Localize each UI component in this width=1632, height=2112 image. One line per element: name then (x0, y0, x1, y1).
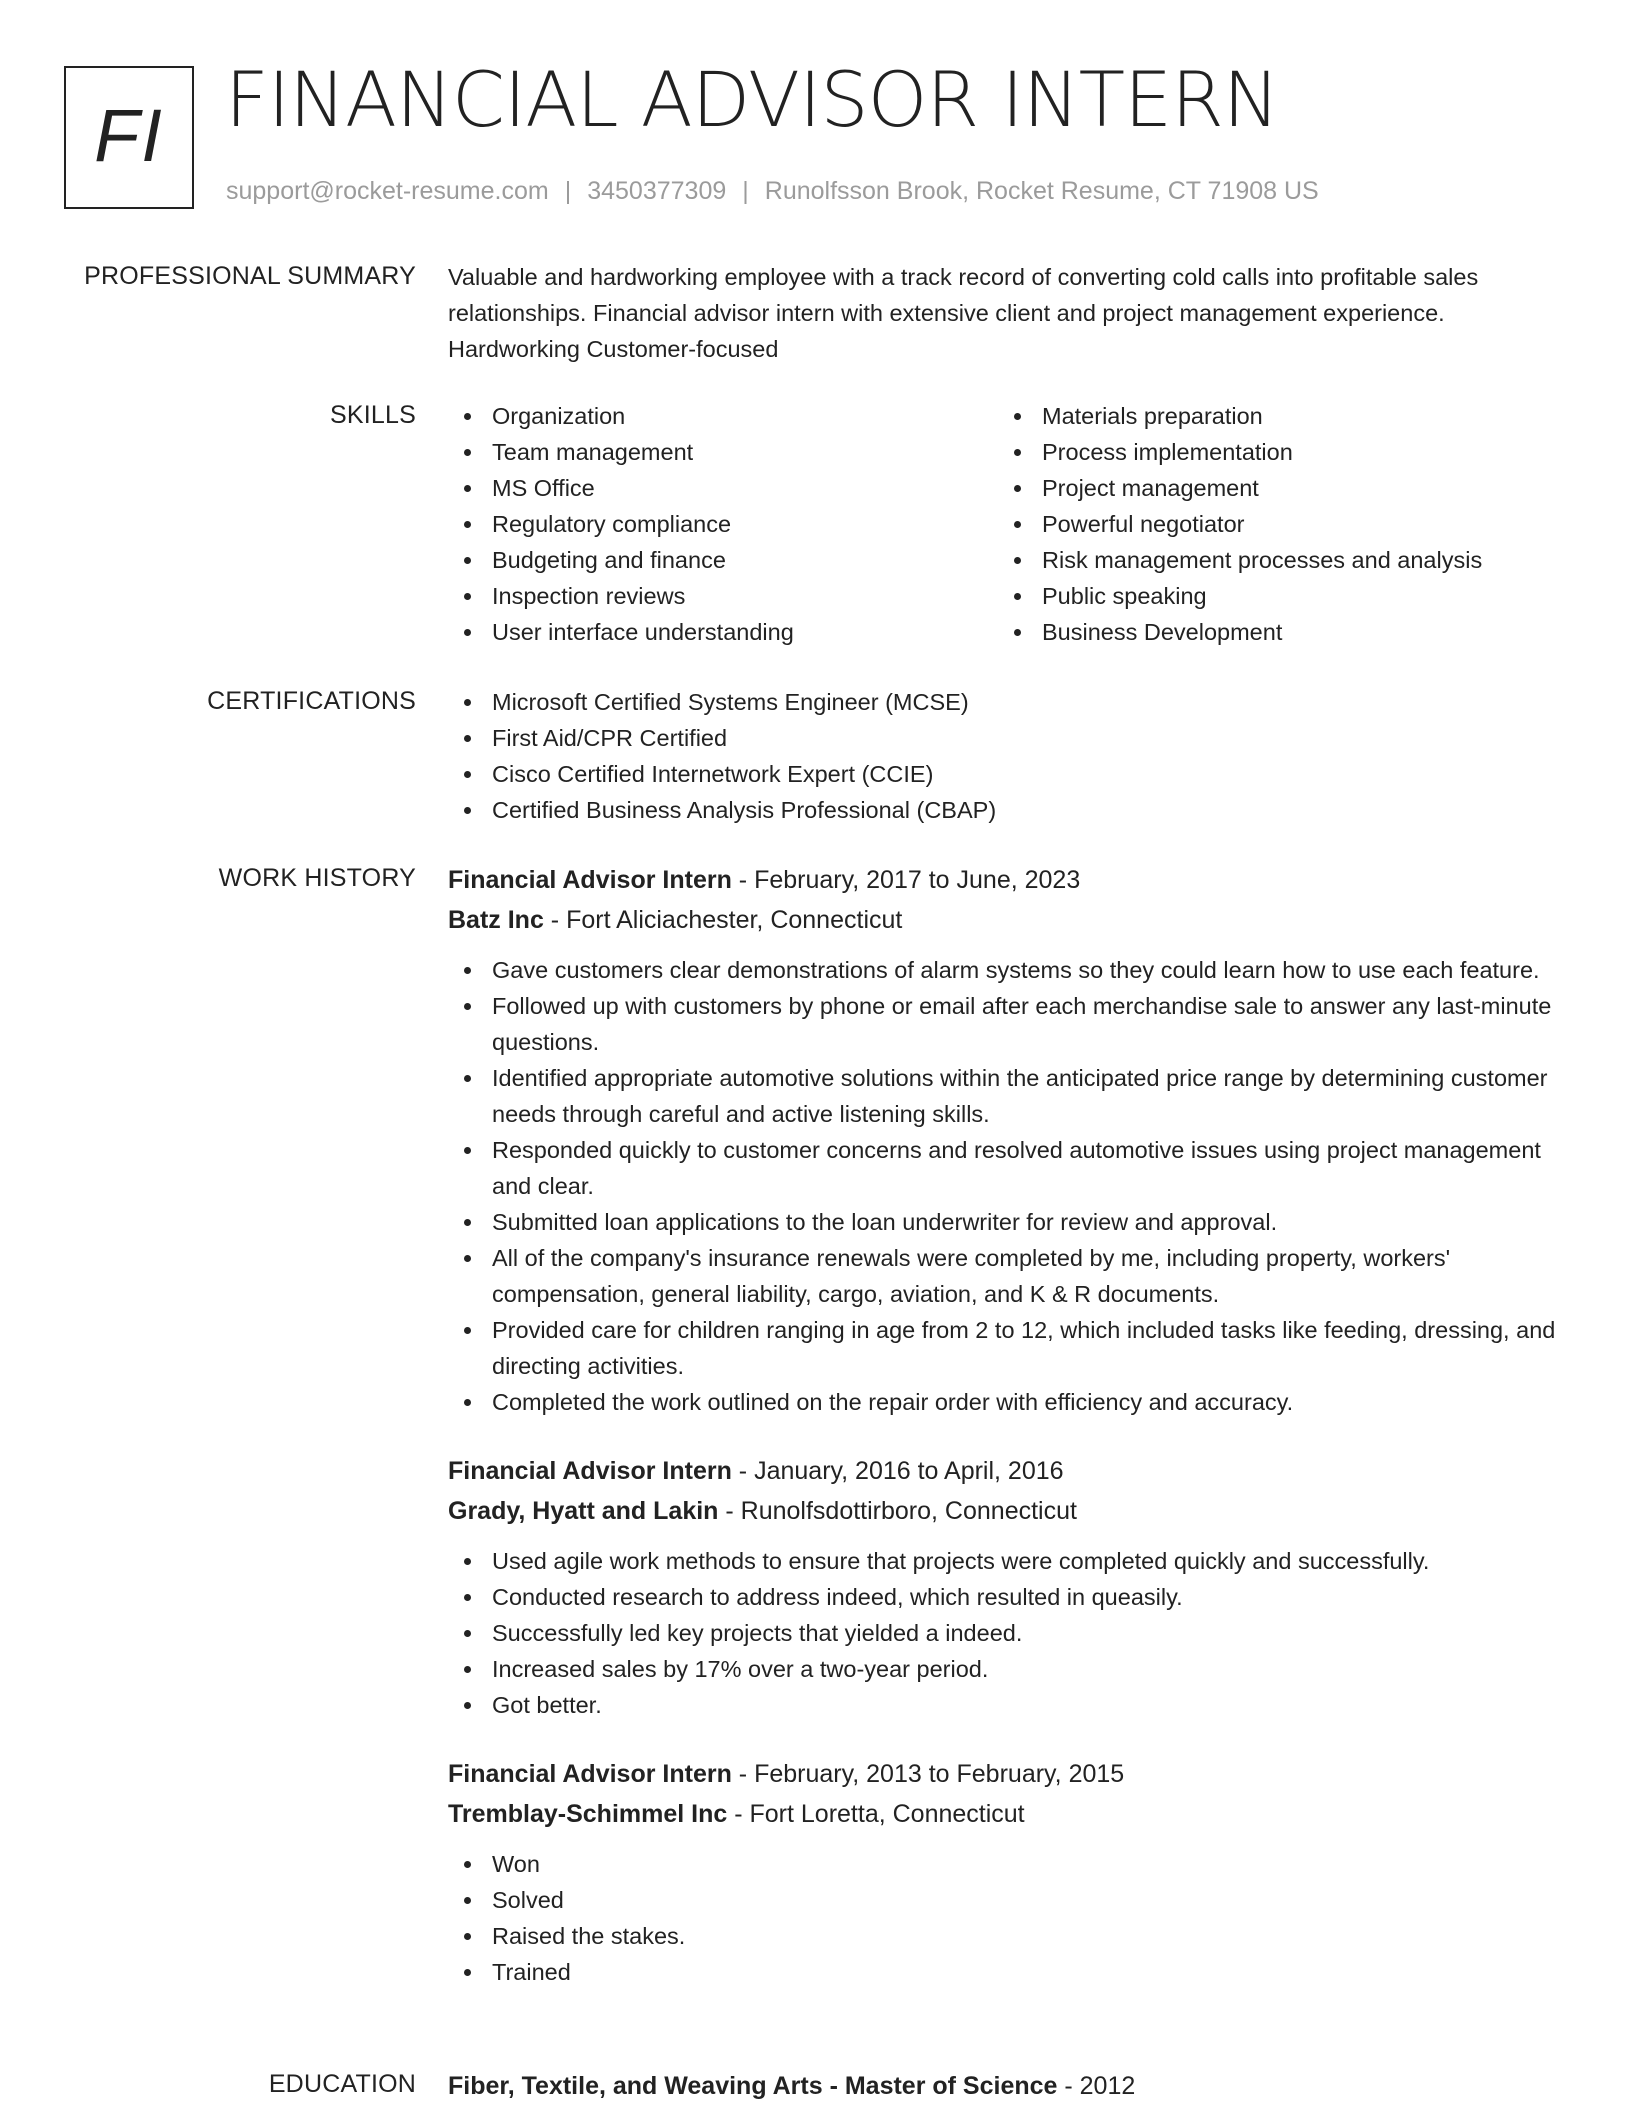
summary-heading: PROFESSIONAL SUMMARY (84, 262, 416, 290)
summary-body (448, 262, 1568, 367)
job-bullet: Submitted loan applications to the loan underwriter for review and approval. (448, 1204, 1568, 1240)
job-company-line (448, 900, 1568, 940)
work-history-body (448, 864, 1568, 1990)
job-entry (448, 860, 1568, 1420)
certification-item: Microsoft Certified Systems Engineer (MCSE) (448, 684, 1568, 720)
certification-item: Certified Business Analysis Professional (CBAP) (448, 792, 1568, 828)
job-bullet: Conducted research to address indeed, which resulted in queasily. (448, 1579, 1568, 1615)
job-dates: - January, 2016 to April, 2016 (731, 1457, 1064, 1485)
job-bullet: Raised the stakes. (448, 1918, 1568, 1954)
job-title: Financial Advisor Intern (448, 866, 732, 894)
job-title: Financial Advisor Intern (448, 1760, 732, 1788)
job-bullet: Responded quickly to customer concerns and resolved automotive issues using project management and clear. (448, 1132, 1568, 1204)
skill-item: Business Development (998, 614, 1548, 650)
skill-item: Public speaking (998, 578, 1548, 614)
job-bullet: Won (448, 1846, 1568, 1882)
skill-item: Risk management processes and analysis (998, 542, 1548, 578)
job-title-line (448, 1451, 1568, 1491)
job-dates: - February, 2013 to February, 2015 (731, 1760, 1125, 1788)
job-bullet: Increased sales by 17% over a two-year period. (448, 1651, 1568, 1687)
work-history-heading: WORK HISTORY (218, 864, 416, 892)
monogram-box (64, 66, 194, 209)
job-bullet: All of the company's insurance renewals were completed by me, including property, workers' compensation, general liability, cargo, aviation, and K & R documents. (448, 1240, 1568, 1312)
skills-heading: SKILLS (330, 401, 416, 429)
certification-item: Cisco Certified Internetwork Expert (CCIE) (448, 756, 1568, 792)
skill-item: Process implementation (998, 434, 1548, 470)
contact-line (226, 177, 1319, 206)
skill-item: Powerful negotiator (998, 506, 1548, 542)
contact-separator: | (742, 177, 749, 205)
job-bullet: Used agile work methods to ensure that projects were completed quickly and successfully. (448, 1543, 1568, 1579)
job-bullet: Gave customers clear demonstrations of alarm systems so they could learn how to use each feature. (448, 952, 1568, 988)
skills-list-left (448, 398, 998, 650)
skill-item: User interface understanding (448, 614, 998, 650)
job-bullets (448, 1846, 1568, 1990)
contact-phone: 3450377309 (587, 177, 727, 205)
job-dates: - February, 2017 to June, 2023 (731, 866, 1081, 894)
skill-item: Organization (448, 398, 998, 434)
job-entry (448, 1754, 1568, 1990)
job-company: Batz Inc (448, 906, 544, 934)
job-bullet: Trained (448, 1954, 1568, 1990)
summary-text: Valuable and hardworking employee with a track record of converting cold calls into profitable sales relationships. Financial advisor intern with extensive client and project management experience. Hardworking Customer-focused (448, 264, 1479, 362)
job-bullet: Provided care for children ranging in age from 2 to 12, which included tasks like feeding, dressing, and directing activities. (448, 1312, 1568, 1384)
job-bullet: Identified appropriate automotive solutions within the anticipated price range by determining customer needs through careful and active listening skills. (448, 1060, 1568, 1132)
job-bullet: Solved (448, 1882, 1568, 1918)
skill-item: Project management (998, 470, 1548, 506)
job-location: - Fort Loretta, Connecticut (727, 1800, 1025, 1828)
job-company: Tremblay-Schimmel Inc (448, 1800, 728, 1828)
education-heading: EDUCATION (268, 2070, 416, 2098)
job-bullets (448, 1543, 1568, 1723)
skill-item: MS Office (448, 470, 998, 506)
education-line (448, 2066, 1568, 2106)
education-degree: Fiber, Textile, and Weaving Arts - Master of Science (448, 2072, 1058, 2100)
skills-list-right (998, 398, 1548, 650)
certifications-list (448, 684, 1568, 828)
job-bullet: Completed the work outlined on the repair order with efficiency and accuracy. (448, 1384, 1568, 1420)
contact-separator: | (564, 177, 572, 205)
skill-item: Team management (448, 434, 998, 470)
skill-item: Materials preparation (998, 398, 1548, 434)
job-entry (448, 1451, 1568, 1723)
job-location: - Runolfsdottirboro, Connecticut (718, 1497, 1077, 1525)
monogram-initials: FI (94, 93, 164, 177)
job-location: - Fort Aliciachester, Connecticut (543, 906, 903, 934)
job-bullet: Successfully led key projects that yielded a indeed. (448, 1615, 1568, 1651)
job-bullet: Got better. (448, 1687, 1568, 1723)
skill-item: Regulatory compliance (448, 506, 998, 542)
education-body (448, 2070, 1568, 2106)
job-company: Grady, Hyatt and Lakin (448, 1497, 719, 1525)
skill-item: Inspection reviews (448, 578, 998, 614)
job-company-line (448, 1794, 1568, 1834)
skills-grid (448, 398, 1568, 650)
certifications-body (448, 687, 1568, 828)
job-title-line (448, 1754, 1568, 1794)
skill-item: Budgeting and finance (448, 542, 998, 578)
job-bullets (448, 952, 1568, 1420)
job-title-line (448, 860, 1568, 900)
education-year: - 2012 (1057, 2072, 1136, 2100)
contact-email: support@rocket-resume.com (226, 177, 549, 205)
job-company-line (448, 1491, 1568, 1531)
certifications-heading: CERTIFICATIONS (207, 687, 416, 715)
skills-body (448, 401, 1568, 650)
contact-address: Runolfsson Brook, Rocket Resume, CT 71908 US (764, 177, 1319, 205)
resume-title: FINANCIAL ADVISOR INTERN (225, 55, 1279, 144)
job-title: Financial Advisor Intern (448, 1457, 732, 1485)
certification-item: First Aid/CPR Certified (448, 720, 1568, 756)
job-bullet: Followed up with customers by phone or email after each merchandise sale to answer any last-minute questions. (448, 988, 1568, 1060)
